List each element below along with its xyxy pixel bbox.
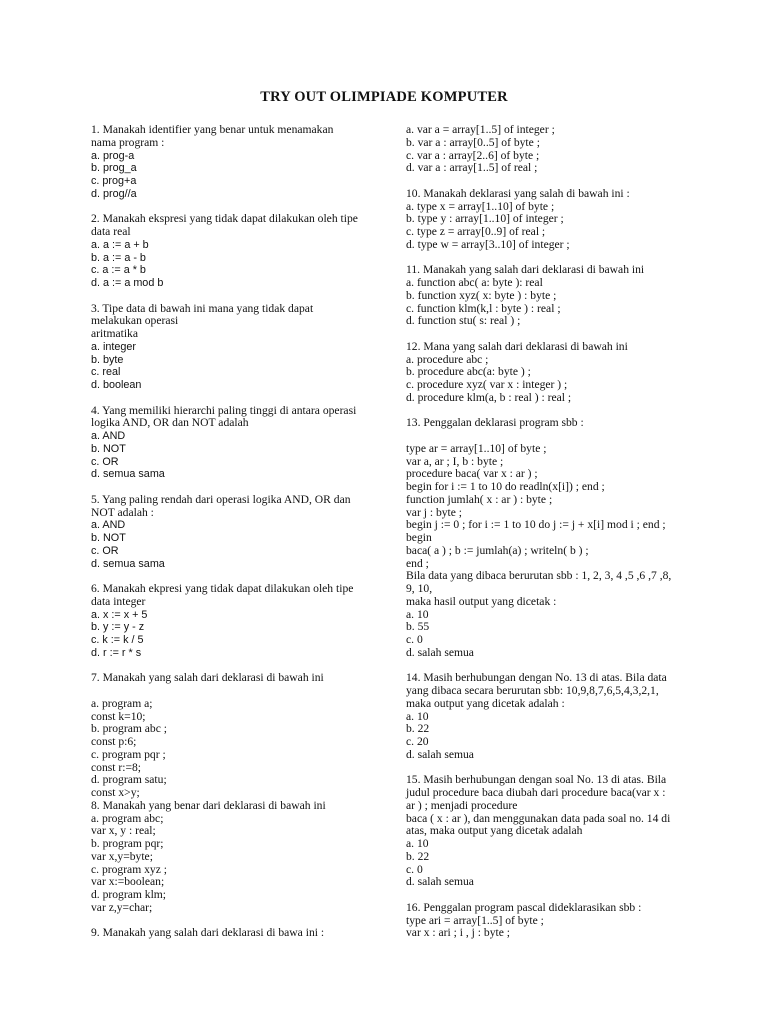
question-text-line: d. salah semua <box>406 875 474 889</box>
question-text-line: d. procedure klm(a, b : real ) : real ; <box>406 390 572 404</box>
question-text-line: 8. Manakah yang benar dari deklarasi di bawah ini <box>91 798 326 812</box>
question-block <box>91 583 391 660</box>
question-block <box>406 341 706 405</box>
question-text-line: Bila data yang dibaca berurutan sbb : 1, 2, 3, 4 ,5 ,6 ,7 ,8, <box>406 569 672 583</box>
question-text-line: b. function xyz( x: byte ) : byte ; <box>406 288 557 302</box>
question-text-line: d. function stu( s: real ) ; <box>406 314 521 328</box>
question-text-line: 9. Manakah yang salah dari deklarasi di bawa ini : <box>91 926 325 940</box>
question-block <box>91 405 391 482</box>
question-block <box>91 213 391 290</box>
question-block <box>91 927 391 940</box>
question-text-line: type ari = array[1..5] of byte ; <box>406 913 544 927</box>
answer-option: b. prog_a <box>91 162 137 175</box>
question-text-line: maka output yang dicetak adalah : <box>406 696 565 710</box>
question-text-line: a. program a; <box>91 696 153 710</box>
question-text-line: data real <box>91 225 131 238</box>
question-text-line: const k=10; <box>91 709 146 723</box>
question-text-line: b. 22 <box>406 849 430 863</box>
question-text-line: a. 10 <box>406 709 429 723</box>
answer-option: d. a := a mod b <box>91 277 164 289</box>
question-block <box>91 494 391 571</box>
question-text-line: c. program pqr ; <box>91 747 166 761</box>
question-text-line: var x : ari ; i , j : byte ; <box>406 926 510 940</box>
blank-line <box>91 685 391 698</box>
question-block <box>406 417 706 659</box>
question-text-line: 6. Manakah ekpresi yang tidak dapat dilakukan oleh tipe <box>91 582 354 595</box>
question-text-line: c. var a : array[2..6] of byte ; <box>406 148 540 162</box>
question-text-line: 14. Masih berhubungan dengan No. 13 di atas. Bila data <box>406 671 667 685</box>
answer-option: b. NOT <box>91 442 126 455</box>
question-text-line: NOT adalah : <box>91 505 154 519</box>
question-text-line: 11. Manakah yang salah dari deklarasi di bawah ini <box>406 263 645 277</box>
question-text-line: maka hasil output yang dicetak : <box>406 594 557 608</box>
question-text-line: judul procedure baca diubah dari procedure baca(var x : <box>406 786 666 799</box>
question-block <box>406 672 706 761</box>
answer-option: c. OR <box>91 544 119 557</box>
question-block <box>91 303 391 392</box>
question-block <box>406 124 706 175</box>
question-text-line: var a, ar ; I, b : byte ; <box>406 454 504 468</box>
answer-option: b. byte <box>91 353 124 366</box>
question-text-line: c. program xyz ; <box>91 862 167 876</box>
question-text-line: d. type w = array[3..10] of integer ; <box>406 237 570 251</box>
answer-option: a. AND <box>91 519 126 532</box>
question-text-line: logika AND, OR dan NOT adalah <box>91 416 249 430</box>
question-text-line: b. program pqr; <box>91 837 164 850</box>
question-text-line: d. salah semua <box>406 645 474 659</box>
question-text-line: var j : byte ; <box>406 505 463 519</box>
answer-option: b. y := y - z <box>91 621 145 634</box>
question-text-line: 2. Manakah ekspresi yang tidak dapat dilakukan oleh tipe <box>91 212 358 226</box>
question-block <box>406 188 706 252</box>
question-text-line: b. var a : array[0..5] of byte ; <box>406 135 540 149</box>
question-text-line: 4. Yang memiliki hierarchi paling tinggi di antara operasi <box>91 403 357 417</box>
question-text-line: a. program abc; <box>91 811 164 825</box>
question-text-line: a. 10 <box>406 837 429 850</box>
question-text-line: begin for i := 1 to 10 do readln(x[i]) ; end ; <box>406 480 605 493</box>
question-text-line: var z,y=char; <box>91 900 153 914</box>
question-text-line: b. 55 <box>406 620 430 634</box>
answer-option: d. boolean <box>91 379 142 391</box>
question-text-line: 5. Yang paling rendah dari operasi logika AND, OR dan <box>91 492 351 506</box>
right-column <box>406 124 706 953</box>
question-text-line: 3. Tipe data di bawah ini mana yang tidak dapat <box>91 301 314 315</box>
question-text-line: nama program : <box>91 135 165 149</box>
answer-option: c. OR <box>91 455 119 468</box>
question-text-line: b. program abc ; <box>91 722 167 736</box>
question-text-line: baca ( x : ar ), dan menggunakan data pada soal no. 14 di <box>406 811 671 825</box>
question-block <box>406 902 706 940</box>
question-text-line: 16. Penggalan program pascal dideklarasikan sbb : <box>406 900 642 914</box>
question-text-line: 12. Mana yang salah dari deklarasi di bawah ini <box>406 339 628 353</box>
question-block <box>406 264 706 328</box>
question-text-line: c. function klm(k,l : byte ) : real ; <box>406 301 561 315</box>
question-text-line: b. procedure abc(a: byte ) ; <box>406 365 531 379</box>
answer-option: c. k := k / 5 <box>91 634 144 646</box>
question-text-line: aritmatika <box>91 327 138 340</box>
question-text-line: a. 10 <box>406 607 429 621</box>
answer-option: a. a := a + b <box>91 238 149 251</box>
question-block <box>406 774 706 889</box>
question-text-line: yang dibaca secara berurutan sbb: 10,9,8,7,6,5,4,3,2,1, <box>406 684 659 697</box>
question-text-line: 7. Manakah yang salah dari deklarasi di bawah ini <box>91 671 324 685</box>
question-text-line: c. 20 <box>406 735 429 748</box>
question-text-line: a. procedure abc ; <box>406 352 489 366</box>
question-text-line: procedure baca( var x : ar ) ; <box>406 467 538 481</box>
question-text-line: 10. Manakah deklarasi yang salah di bawah ini : <box>406 186 630 200</box>
question-text-line: var x,y=byte; <box>91 849 153 863</box>
question-text-line: c. procedure xyz( var x : integer ) ; <box>406 378 568 391</box>
answer-option: d. r := r * s <box>91 646 142 659</box>
question-text-line: const p:6; <box>91 735 137 748</box>
question-text-line: atas, maka output yang dicetak adalah <box>406 824 583 838</box>
question-text-line: 15. Masih berhubungan dengan soal No. 13 di atas. Bila <box>406 773 667 787</box>
answer-option: a. x := x + 5 <box>91 608 148 621</box>
question-text-line: a. var a = array[1..5] of integer ; <box>406 123 555 136</box>
question-text-line: end ; <box>406 556 429 570</box>
question-text-line: 13. Penggalan deklarasi program sbb : <box>406 416 584 430</box>
question-text-line: d. salah semua <box>406 747 474 761</box>
question-text-line: d. program satu; <box>91 773 167 787</box>
answer-option: b. a := a - b <box>91 251 146 264</box>
answer-option: a. prog-a <box>91 149 135 162</box>
question-text-line: a. function abc( a: byte ): real <box>406 276 543 289</box>
question-block <box>91 672 391 914</box>
question-text-line: baca( a ) ; b := jumlah(a) ; writeln( b ) ; <box>406 543 589 557</box>
answer-option: d. semua sama <box>91 557 165 570</box>
question-text-line: d. program klm; <box>91 888 167 901</box>
question-text-line: type ar = array[1..10] of byte ; <box>406 441 547 455</box>
question-text-line: 1. Manakah identifier yang benar untuk menamakan <box>91 123 334 136</box>
question-text-line: ar ) ; menjadi procedure <box>406 798 518 812</box>
question-text-line: function jumlah( x : ar ) : byte ; <box>406 492 553 506</box>
answer-option: c. a := a * b <box>91 264 146 277</box>
question-text-line: var x:=boolean; <box>91 875 165 889</box>
question-text-line: begin <box>406 531 432 544</box>
question-text-line: b. type y : array[1..10] of integer ; <box>406 212 564 226</box>
answer-option: c. real <box>91 366 121 379</box>
answer-option: a. integer <box>91 340 137 353</box>
question-text-line: var x, y : real; <box>91 824 156 838</box>
answer-option: c. prog+a <box>91 175 137 187</box>
question-text-line: d. var a : array[1..5] of real ; <box>406 161 538 175</box>
answer-option: d. prog//a <box>91 187 137 200</box>
question-block <box>91 124 391 201</box>
blank-line <box>406 430 706 443</box>
question-text-line: b. 22 <box>406 722 430 736</box>
question-text-line: data integer <box>91 594 146 608</box>
question-text-line: 9, 10, <box>406 582 433 595</box>
left-column <box>91 124 391 953</box>
answer-option: d. semua sama <box>91 468 165 481</box>
question-text-line: begin j := 0 ; for i := 1 to 10 do j := j + x[i] mod i ; end ; <box>406 518 666 532</box>
question-text-line: melakukan operasi <box>91 314 179 328</box>
question-text-line: a. type x = array[1..10] of byte ; <box>406 199 555 213</box>
question-text-line: c. 0 <box>406 633 423 646</box>
question-text-line: const x>y; <box>91 786 140 799</box>
question-text-line: c. 0 <box>406 862 423 876</box>
answer-option: a. AND <box>91 430 126 442</box>
question-text-line: const r:=8; <box>91 760 142 774</box>
answer-option: b. NOT <box>91 532 126 544</box>
page-title: TRY OUT OLIMPIADE KOMPUTER <box>260 89 508 105</box>
question-text-line: c. type z = array[0..9] of real ; <box>406 225 546 238</box>
